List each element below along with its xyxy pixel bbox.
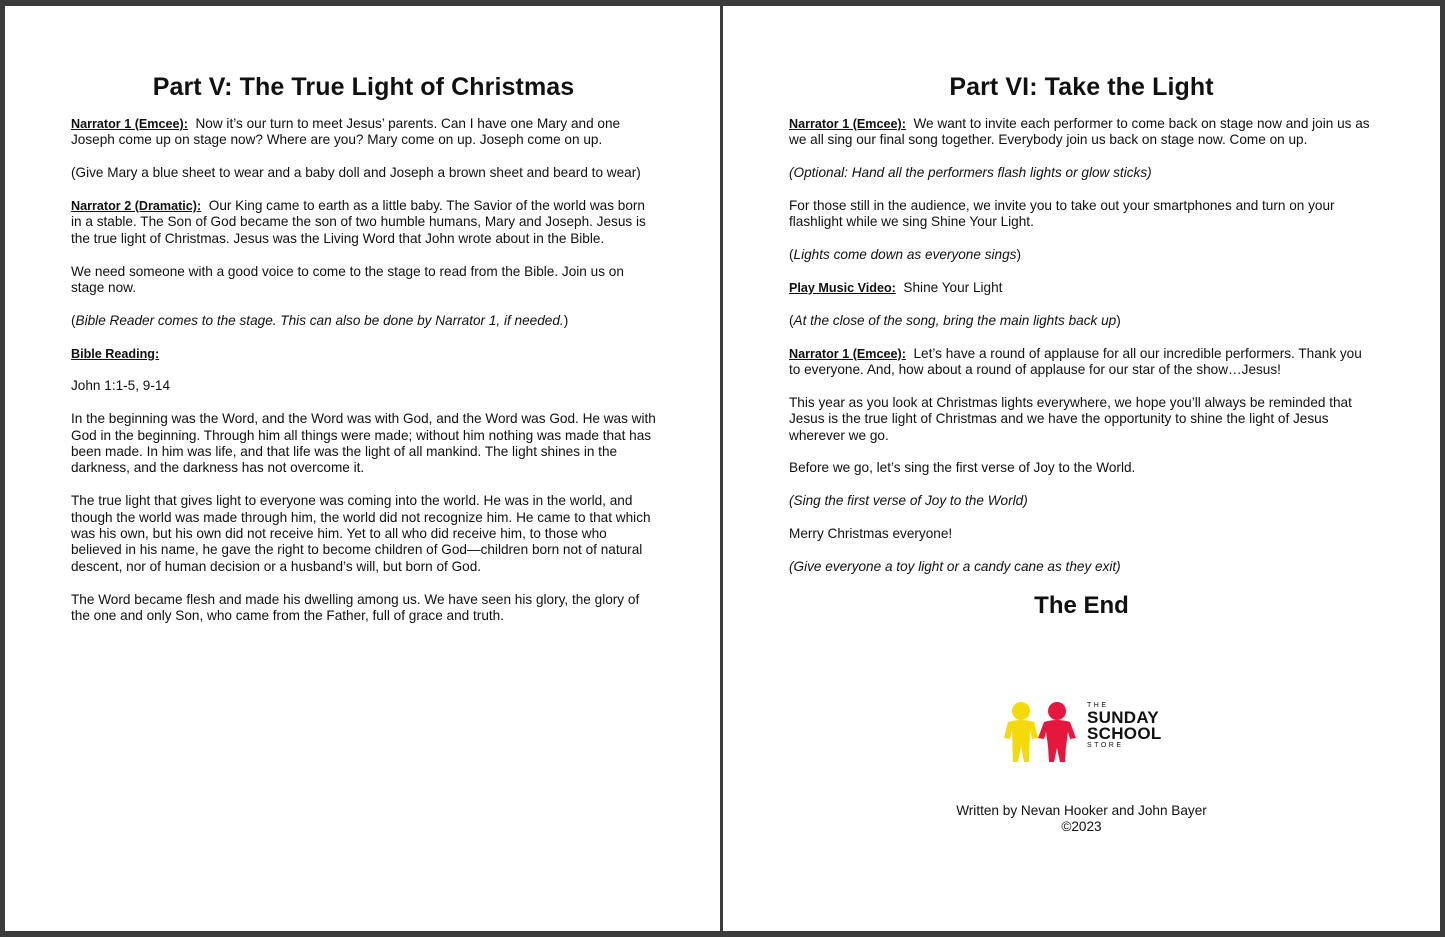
right-page-content: [723, 6, 1440, 620]
reader-note-open: (: [71, 312, 76, 328]
lights-note-close: ): [1016, 247, 1021, 263]
logo-wordmark: [1087, 702, 1162, 750]
left-page-content: [5, 6, 720, 641]
sing-note: (Sing the first verse of Joy to the World): [789, 493, 1028, 509]
reader-note-paragraph: [71, 313, 656, 329]
narrator1-text: Now it’s our turn to meet Jesus’ parents. Can I have one Mary and one Joseph come up on stage now? Where are you? Mary come on up. Joseph come on up.: [71, 116, 621, 148]
lights-reminder: This year as you look at Christmas lights everywhere, we hope you’ll always be reminded that Jesus is the true light of Christmas and we have the opportunity to shine the light of Jesus wherever we go.: [789, 394, 1352, 443]
left-page: [5, 6, 720, 931]
logo-line-sunday: SUNDAY: [1087, 708, 1160, 727]
logo-line-the: THE: [1087, 702, 1109, 709]
optional-note: (Optional: Hand all the performers flash lights or glow sticks): [789, 165, 1152, 181]
narrator1-label: Narrator 1 (Emcee):: [71, 117, 188, 131]
narrator1-paragraph-right: [789, 116, 1374, 149]
merry-christmas: Merry Christmas everyone!: [789, 526, 953, 541]
narrator1b-paragraph: [789, 346, 1374, 379]
sing-intro: Before we go, let’s sing the first verse of Joy to the World.: [789, 460, 1136, 476]
close-note-open: (: [789, 312, 794, 328]
voice-request: We need someone with a good voice to come to the stage to read from the Bible. Join us on stage now.: [71, 263, 624, 296]
scripture-reference: John 1:1-5, 9-14: [71, 378, 170, 394]
logo-line-school: SCHOOL: [1087, 724, 1162, 743]
sunday-school-store-logo: [998, 702, 1168, 762]
lights-note-paragraph: [789, 247, 1374, 263]
logo-line-store: STORE: [1087, 742, 1124, 749]
narrator1-text-right: We want to invite each performer to come back on stage now and join us as we all sing our final song together. Everybody join us back on stage now. Come on up.: [789, 116, 1370, 148]
reader-note-close: ): [563, 312, 569, 328]
music-label: Play Music Video:: [789, 281, 896, 295]
red-figure-icon: [1038, 702, 1076, 762]
right-page: [723, 6, 1440, 931]
lights-note-open: (: [789, 247, 794, 263]
paper-doll-figures-icon: [998, 702, 1084, 764]
narrator1b-text: Let’s have a round of applause for all our incredible performers. Thank you to everyone. And, how about a round of applause for our star of the show…Jesus!: [789, 345, 1362, 377]
part-v-title: Part V: The True Light of Christmas: [152, 73, 575, 101]
narrator1b-label: Narrator 1 (Emcee):: [789, 346, 906, 361]
bible-reading-label: Bible Reading:: [71, 346, 160, 361]
give-note: (Give everyone a toy light or a candy cane as they exit): [789, 558, 1121, 574]
verse-paragraph-2: The true light that gives light to everyone was coming into the world. He was in the world, and though the world was made through him, the world did not recognize him. He came to that which was his own, but his own did not receive him. Yet to all who did receive him, to those who believed in his name, he gave the right to become children of God—children born not of natural descent, nor of human decision or a husband’s will, but born of God.: [71, 493, 651, 574]
yellow-figure-icon: [1004, 702, 1038, 762]
costume-note: (Give Mary a blue sheet to wear and a baby doll and Joseph a brown sheet and beard to wear): [71, 165, 641, 181]
bible-reading-heading: [71, 346, 656, 362]
credits-copyright: ©2023: [1061, 819, 1102, 835]
part-vi-title: Part VI: Take the Light: [949, 73, 1214, 101]
narrator2-label: Narrator 2 (Dramatic):: [71, 199, 202, 213]
narrator1-paragraph: [71, 116, 656, 149]
close-note-paragraph: [789, 313, 1374, 329]
narrator1-label-right: Narrator 1 (Emcee):: [789, 117, 906, 131]
music-text: Shine Your Light: [903, 280, 1003, 295]
credits-authors: Written by Nevan Hooker and John Bayer: [956, 803, 1207, 818]
audience-text: For those still in the audience, we invite you to take out your smartphones and turn on your flashlight while we sing Shine Your Light.: [789, 198, 1335, 230]
music-paragraph: [789, 280, 1374, 296]
the-end-title: The End: [1034, 591, 1129, 619]
close-note: At the close of the song, bring the main lights back up: [793, 312, 1117, 328]
narrator2-text: Our King came to earth as a little baby. The Savior of the world was born in a stable. The Son of God became the son of two humble humans, Mary and Joseph. Jesus is the true light of Christmas. Jesus was the Living Word that John wrote about in the Bible.: [71, 198, 646, 246]
close-note-close: ): [1116, 312, 1121, 328]
verse-paragraph-1: In the beginning was the Word, and the Word was with God, and the Word was God. He was with God in the beginning. Through him all things were made; without him nothing was made that has been made. In him was life, and that life was the light of all mankind. The light shines in the darkness, and the darkness has not overcome it.: [71, 411, 656, 476]
lights-note: Lights come down as everyone sings: [793, 247, 1017, 263]
narrator2-paragraph: [71, 198, 656, 247]
reader-note: Bible Reader comes to the stage. This can also be done by Narrator 1, if needed.: [75, 312, 564, 328]
credits: [723, 803, 1440, 836]
verse-paragraph-3: The Word became flesh and made his dwelling among us. We have seen his glory, the glory of the one and only Son, who came from the Father, full of grace and truth.: [71, 591, 640, 624]
